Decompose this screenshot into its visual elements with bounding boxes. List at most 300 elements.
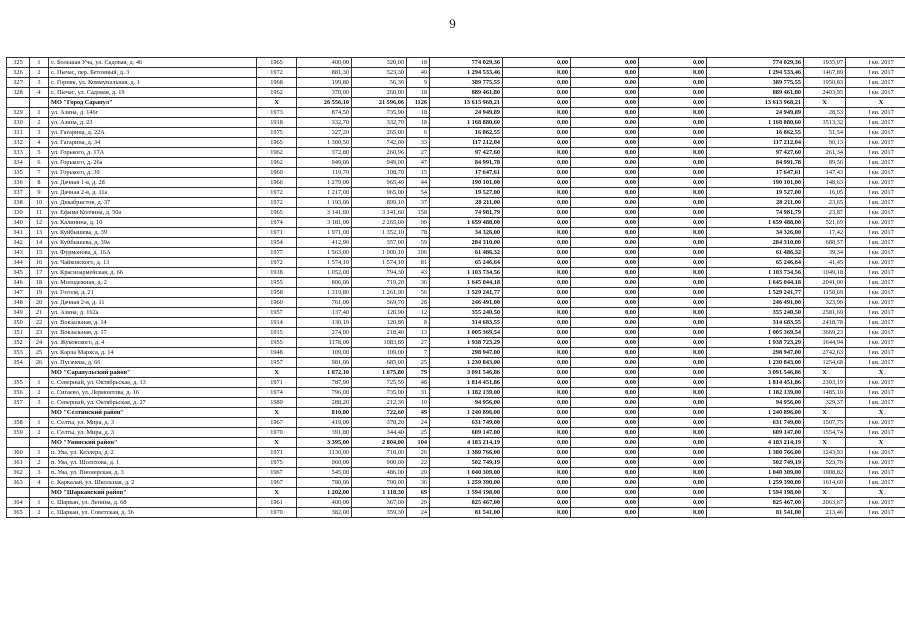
cell-fund-cost: 0,00 [503, 258, 571, 268]
cell-total-area: 1 279,00 [297, 178, 352, 188]
cell-cost-per-m2: 1485,10 [804, 388, 846, 398]
cell-repair-period: I кв. 2017 [846, 128, 905, 138]
cell-address: с. Селты, ул. Мира, д. 3 [49, 418, 257, 428]
cell-residents: 25 [407, 428, 430, 438]
cell-other-cost: 0,00 [639, 298, 707, 308]
cell-cost-per-m2: 213,46 [804, 508, 846, 518]
cell-total-cost: 117 212,04 [430, 138, 503, 148]
cell-cost-per-m2: 1935,07 [804, 58, 846, 68]
cell-cost-per-m2: 2581,69 [804, 308, 846, 318]
cell-residents: 8 [407, 318, 430, 328]
cell-budget-cost: 0,00 [571, 108, 639, 118]
municipality-row [7, 488, 905, 498]
table-row [7, 428, 905, 438]
cell-row-number: 347 [7, 288, 30, 298]
cell-budget-cost: 0,00 [571, 418, 639, 428]
cell-row-number: 343 [7, 248, 30, 258]
table-row [7, 238, 905, 248]
cell-item-number [30, 438, 49, 448]
cell-address: с. Северный, ул. Октябрьская, д. 27 [49, 398, 257, 408]
cell-total-cost: 284 310,00 [430, 238, 503, 248]
cell-residents: 24 [407, 508, 430, 518]
cell-budget-cost: 0,00 [571, 228, 639, 238]
table-row [7, 198, 905, 208]
cell-cost-per-m2: 89,56 [804, 158, 846, 168]
cell-item-number: 1 [30, 378, 49, 388]
cell-other-cost: 0,00 [639, 468, 707, 478]
cell-total-area: 545,00 [297, 468, 352, 478]
cell-other-cost: 0,00 [639, 398, 707, 408]
cell-total-area: 949,00 [297, 158, 352, 168]
table-row [7, 458, 905, 468]
cell-total-area: 370,00 [297, 88, 352, 98]
cell-fund-cost: 0,00 [503, 408, 571, 418]
cell-other-cost: 0,00 [639, 498, 707, 508]
cell-item-number: 10 [30, 198, 49, 208]
cell-residents: 33 [407, 138, 430, 148]
cell-row-number: 356 [7, 388, 30, 398]
table-row [7, 148, 905, 158]
cell-living-area: 108,70 [352, 168, 407, 178]
cell-year-built: 1971 [257, 448, 297, 458]
cell-residents: 158 [407, 208, 430, 218]
cell-year-built: 1965 [257, 138, 297, 148]
cell-fund-cost: 0,00 [503, 368, 571, 378]
cell-owners-cost: 1 240 896,00 [707, 408, 804, 418]
cell-fund-cost: 0,00 [503, 448, 571, 458]
cell-address: ул. Горького, д. 17А [49, 148, 257, 158]
cell-living-area: 742,00 [352, 138, 407, 148]
cell-cost-per-m2: 1254,68 [804, 358, 846, 368]
cell-residents: 69 [407, 488, 430, 498]
cell-address: с. Пычас, пер. Бетонный, д. 3 [49, 68, 257, 78]
cell-total-cost: 1 168 880,60 [430, 118, 503, 128]
cell-total-cost: 61 486,32 [430, 248, 503, 258]
cell-residents: 1126 [407, 98, 430, 108]
cell-total-cost: 1 005 369,54 [430, 328, 503, 338]
cell-total-area: 288,20 [297, 398, 352, 408]
cell-repair-period: X [846, 408, 905, 418]
cell-residents: 12 [407, 308, 430, 318]
cell-other-cost: 0,00 [639, 108, 707, 118]
cell-residents: 6 [407, 128, 430, 138]
cell-budget-cost: 0,00 [571, 178, 639, 188]
cell-total-cost: 17 647,61 [430, 168, 503, 178]
cell-total-area: 372,80 [297, 148, 352, 158]
municipality-row [7, 98, 905, 108]
cell-year-built: 1955 [257, 278, 297, 288]
cell-fund-cost: 0,00 [503, 428, 571, 438]
cell-repair-period: I кв. 2017 [846, 268, 905, 278]
table-row [7, 208, 905, 218]
cell-item-number: 21 [30, 308, 49, 318]
cell-owners-cost: 94 956,00 [707, 398, 804, 408]
cell-year-built: 1955 [257, 338, 297, 348]
cell-residents: 9 [407, 78, 430, 88]
cell-fund-cost: 0,00 [503, 488, 571, 498]
table-row [7, 218, 905, 228]
cell-owners-cost: 1 294 533,46 [707, 68, 804, 78]
table-row [7, 508, 905, 518]
cell-fund-cost: 0,00 [503, 68, 571, 78]
cell-other-cost: 0,00 [639, 338, 707, 348]
table-row [7, 468, 905, 478]
cell-total-area: 1 872,10 [297, 368, 352, 378]
cell-item-number: 26 [30, 358, 49, 368]
cell-row-number: 359 [7, 428, 30, 438]
cell-year-built: 1968 [257, 78, 297, 88]
cell-budget-cost: 0,00 [571, 458, 639, 468]
cell-repair-period: I кв. 2017 [846, 498, 905, 508]
cell-residents: 20 [407, 468, 430, 478]
cell-repair-period: I кв. 2017 [846, 288, 905, 298]
cell-cost-per-m2: X [804, 408, 846, 418]
table-row [7, 118, 905, 128]
cell-address: п. Ува, ул. Келлера, д. 2 [49, 448, 257, 458]
cell-other-cost: 0,00 [639, 388, 707, 398]
cell-row-number: 346 [7, 278, 30, 288]
table-row [7, 108, 905, 118]
cell-total-area: 1 971,00 [297, 228, 352, 238]
cell-other-cost: 0,00 [639, 148, 707, 158]
cell-row-number: 350 [7, 318, 30, 328]
cell-row-number: 348 [7, 298, 30, 308]
cell-living-area: 109,00 [352, 348, 407, 358]
cell-fund-cost: 0,00 [503, 348, 571, 358]
cell-owners-cost: 81 541,00 [707, 508, 804, 518]
table-row [7, 248, 905, 258]
cell-total-cost: 74 981,79 [430, 208, 503, 218]
cell-cost-per-m2: 41,45 [804, 258, 846, 268]
cell-other-cost: 0,00 [639, 318, 707, 328]
cell-total-cost: 97 427,60 [430, 148, 503, 158]
cell-repair-period: I кв. 2017 [846, 158, 905, 168]
cell-repair-period: I кв. 2017 [846, 358, 905, 368]
cell-item-number: 7 [30, 168, 49, 178]
cell-address: ул. Пугачева, д. 66 [49, 358, 257, 368]
cell-total-area: 419,00 [297, 418, 352, 428]
cell-fund-cost: 0,00 [503, 498, 571, 508]
cell-item-number: 25 [30, 348, 49, 358]
cell-living-area: 486,00 [352, 468, 407, 478]
cell-other-cost: 0,00 [639, 168, 707, 178]
cell-living-area: 965,00 [352, 188, 407, 198]
cell-budget-cost: 0,00 [571, 348, 639, 358]
cell-address: ул. Гагарина, д. 34 [49, 138, 257, 148]
cell-other-cost: 0,00 [639, 378, 707, 388]
cell-owners-cost: 4 183 214,19 [707, 438, 804, 448]
cell-fund-cost: 0,00 [503, 508, 571, 518]
table-row [7, 68, 905, 78]
cell-living-area: 3 141,60 [352, 208, 407, 218]
cell-owners-cost: 1 182 139,00 [707, 388, 804, 398]
cell-residents: 78 [407, 228, 430, 238]
cell-row-number: 333 [7, 148, 30, 158]
cell-cost-per-m2: 323,90 [804, 298, 846, 308]
cell-budget-cost: 0,00 [571, 318, 639, 328]
cell-owners-cost: 1 103 734,56 [707, 268, 804, 278]
cell-living-area: 569,70 [352, 298, 407, 308]
cell-address: с. Каркалай, ул. Школьная, д. 2 [49, 478, 257, 488]
cell-owners-cost: 16 862,55 [707, 128, 804, 138]
cell-item-number: 5 [30, 148, 49, 158]
cell-address: МО "Шарканский район" [49, 488, 257, 498]
cell-fund-cost: 0,00 [503, 308, 571, 318]
cell-item-number [30, 98, 49, 108]
cell-repair-period: I кв. 2017 [846, 308, 905, 318]
cell-other-cost: 0,00 [639, 258, 707, 268]
cell-total-area: 1 574,10 [297, 258, 352, 268]
cell-address: ул. Вокзальная, д. 17 [49, 328, 257, 338]
cell-row-number: 326 [7, 68, 30, 78]
cell-residents: 10 [407, 398, 430, 408]
table-row [7, 348, 905, 358]
cell-fund-cost: 0,00 [503, 148, 571, 158]
cell-living-area: 265,00 [352, 128, 407, 138]
cell-cost-per-m2: X [804, 98, 846, 108]
cell-residents: 49 [407, 408, 430, 418]
cell-total-area: 1 563,00 [297, 248, 352, 258]
cell-other-cost: 0,00 [639, 218, 707, 228]
cell-living-area: 1 675,80 [352, 368, 407, 378]
cell-repair-period: I кв. 2017 [846, 178, 905, 188]
cell-cost-per-m2: 1158,69 [804, 288, 846, 298]
cell-total-cost: 1 529 241,77 [430, 288, 503, 298]
cell-address: с. Шаркан, ул. Ленина, д. 68 [49, 498, 257, 508]
cell-owners-cost: 84 991,78 [707, 158, 804, 168]
cell-row-number: 351 [7, 328, 30, 338]
cell-total-cost: 16 862,55 [430, 128, 503, 138]
cell-living-area: 965,40 [352, 178, 407, 188]
cell-year-built: 1970 [257, 508, 297, 518]
cell-budget-cost: 0,00 [571, 398, 639, 408]
cell-total-cost: 502 749,19 [430, 458, 503, 468]
cell-item-number: 23 [30, 328, 49, 338]
cell-repair-period: I кв. 2017 [846, 298, 905, 308]
cell-fund-cost: 0,00 [503, 218, 571, 228]
cell-other-cost: 0,00 [639, 238, 707, 248]
cell-other-cost: 0,00 [639, 248, 707, 258]
cell-item-number: 3 [30, 128, 49, 138]
cell-total-cost: 1 294 533,46 [430, 68, 503, 78]
cell-item-number: 19 [30, 288, 49, 298]
cell-repair-period: I кв. 2017 [846, 448, 905, 458]
cell-address: ул. Азина, д. 146г [49, 108, 257, 118]
cell-fund-cost: 0,00 [503, 358, 571, 368]
table-row [7, 298, 905, 308]
cell-repair-period: I кв. 2017 [846, 418, 905, 428]
cell-cost-per-m2: 23,65 [804, 198, 846, 208]
cell-repair-period: I кв. 2017 [846, 188, 905, 198]
cell-budget-cost: 0,00 [571, 498, 639, 508]
cell-other-cost: 0,00 [639, 158, 707, 168]
cell-item-number: 1 [30, 448, 49, 458]
cell-total-area: 1130,00 [297, 448, 352, 458]
cell-total-area: 761,00 [297, 298, 352, 308]
cell-living-area: 212,30 [352, 398, 407, 408]
cell-living-area: 700,00 [352, 478, 407, 488]
cell-fund-cost: 0,00 [503, 58, 571, 68]
cell-living-area: 718,00 [352, 448, 407, 458]
cell-year-built: 1914 [257, 318, 297, 328]
cell-other-cost: 0,00 [639, 198, 707, 208]
cell-fund-cost: 0,00 [503, 228, 571, 238]
cell-total-area: 1 300,50 [297, 138, 352, 148]
cell-year-built: 1975 [257, 128, 297, 138]
cell-fund-cost: 0,00 [503, 298, 571, 308]
cell-owners-cost: 1 645 044,18 [707, 278, 804, 288]
cell-year-built: 1918 [257, 118, 297, 128]
cell-fund-cost: 0,00 [503, 118, 571, 128]
cell-owners-cost: 889 461,80 [707, 88, 804, 98]
cell-living-area: 722,60 [352, 408, 407, 418]
cell-owners-cost: 28 211,00 [707, 198, 804, 208]
cell-cost-per-m2: 51,54 [804, 128, 846, 138]
cell-budget-cost: 0,00 [571, 68, 639, 78]
cell-year-built: 1965 [257, 208, 297, 218]
cell-year-built: 1977 [257, 248, 297, 258]
cell-living-area: 359,30 [352, 508, 407, 518]
cell-other-cost: 0,00 [639, 118, 707, 128]
cell-budget-cost: 0,00 [571, 308, 639, 318]
cell-cost-per-m2: 3669,23 [804, 328, 846, 338]
cell-cost-per-m2: 39,34 [804, 248, 846, 258]
table-row [7, 278, 905, 288]
cell-total-cost: 3 091 546,86 [430, 368, 503, 378]
cell-budget-cost: 0,00 [571, 118, 639, 128]
cell-owners-cost: 3 091 546,86 [707, 368, 804, 378]
cell-budget-cost: 0,00 [571, 188, 639, 198]
cell-repair-period: I кв. 2017 [846, 508, 905, 518]
cell-cost-per-m2: 1554,74 [804, 428, 846, 438]
cell-total-cost: 1 380 766,00 [430, 448, 503, 458]
cell-year-built: 1970 [257, 428, 297, 438]
cell-total-area: 787,90 [297, 378, 352, 388]
cell-budget-cost: 0,00 [571, 298, 639, 308]
table-row [7, 78, 905, 88]
cell-total-area: 400,00 [297, 58, 352, 68]
cell-total-cost: 1 103 734,56 [430, 268, 503, 278]
cell-row-number: 358 [7, 418, 30, 428]
cell-fund-cost: 0,00 [503, 178, 571, 188]
cell-total-cost: 889 461,80 [430, 88, 503, 98]
cell-cost-per-m2: X [804, 438, 846, 448]
cell-residents: 28 [407, 298, 430, 308]
cell-cost-per-m2: 521,69 [804, 218, 846, 228]
cell-residents: 18 [407, 88, 430, 98]
cell-address: ул. Дачная 1-я, д. 28 [49, 178, 257, 188]
cell-fund-cost: 0,00 [503, 98, 571, 108]
cell-repair-period: I кв. 2017 [846, 328, 905, 338]
cell-address: ул. Куйбышева, д. 39 [49, 228, 257, 238]
cell-cost-per-m2: 23,87 [804, 208, 846, 218]
cell-repair-period: I кв. 2017 [846, 118, 905, 128]
cell-cost-per-m2: 1243,93 [804, 448, 846, 458]
cell-total-area: 130,10 [297, 318, 352, 328]
cell-address: с. Большая Уча, ул. Садовая, д. 46 [49, 58, 257, 68]
cell-fund-cost: 0,00 [503, 318, 571, 328]
cell-address: с. Горняк, ул. Коммунальная, д. 1 [49, 78, 257, 88]
cell-living-area: 344,40 [352, 428, 407, 438]
table-row [7, 138, 905, 148]
table-row [7, 398, 905, 408]
cell-owners-cost: 355 240,50 [707, 308, 804, 318]
table-row [7, 178, 905, 188]
cell-address: п. Ува, ул. Пионерская, д. 3 [49, 468, 257, 478]
table-row [7, 168, 905, 178]
cell-year-built: X [257, 438, 297, 448]
cell-owners-cost: 1 005 369,54 [707, 328, 804, 338]
cell-year-built: 1972 [257, 68, 297, 78]
cell-residents: 104 [407, 438, 430, 448]
cell-fund-cost: 0,00 [503, 198, 571, 208]
cell-year-built: X [257, 408, 297, 418]
cell-address: ул. Азина, д. 23 [49, 118, 257, 128]
housing-repair-table [6, 57, 905, 518]
cell-budget-cost: 0,00 [571, 478, 639, 488]
table-row [7, 188, 905, 198]
cell-residents: 27 [407, 148, 430, 158]
cell-row-number: 330 [7, 118, 30, 128]
cell-total-area: 199,80 [297, 78, 352, 88]
cell-budget-cost: 0,00 [571, 268, 639, 278]
cell-row-number: 334 [7, 158, 30, 168]
cell-owners-cost: 19 527,00 [707, 188, 804, 198]
cell-year-built: 1948 [257, 348, 297, 358]
cell-budget-cost: 0,00 [571, 508, 639, 518]
cell-repair-period: I кв. 2017 [846, 338, 905, 348]
table-row [7, 388, 905, 398]
cell-residents: 106 [407, 248, 430, 258]
cell-year-built: 1974 [257, 218, 297, 228]
cell-row-number: 354 [7, 358, 30, 368]
cell-total-area: 332,70 [297, 118, 352, 128]
cell-residents: 59 [407, 238, 430, 248]
cell-row-number: 339 [7, 208, 30, 218]
cell-budget-cost: 0,00 [571, 208, 639, 218]
cell-living-area: 1083,80 [352, 338, 407, 348]
cell-repair-period: I кв. 2017 [846, 68, 905, 78]
cell-total-cost: 65 246,64 [430, 258, 503, 268]
cell-other-cost: 0,00 [639, 208, 707, 218]
table-row [7, 328, 905, 338]
cell-cost-per-m2: 2742,63 [804, 348, 846, 358]
cell-row-number: 345 [7, 268, 30, 278]
cell-year-built: 1971 [257, 228, 297, 238]
table-row [7, 338, 905, 348]
cell-total-area: 1 052,00 [297, 268, 352, 278]
cell-total-area: 3 395,00 [297, 438, 352, 448]
page-number: 9 [449, 16, 456, 31]
cell-year-built: 1972 [257, 258, 297, 268]
cell-cost-per-m2: X [804, 368, 846, 378]
cell-other-cost: 0,00 [639, 488, 707, 498]
table-row [7, 258, 905, 268]
cell-address: ул. Вокзальная, д. 14 [49, 318, 257, 328]
cell-address: ул. Карла Маркса, д. 14 [49, 348, 257, 358]
cell-living-area: 357,00 [352, 238, 407, 248]
cell-living-area: 1 000,10 [352, 248, 407, 258]
cell-repair-period: I кв. 2017 [846, 258, 905, 268]
cell-other-cost: 0,00 [639, 438, 707, 448]
cell-residents: 26 [407, 448, 430, 458]
cell-row-number [7, 488, 30, 498]
cell-address: ул. Декабристов, д. 37 [49, 198, 257, 208]
cell-fund-cost: 0,00 [503, 248, 571, 258]
cell-total-cost: 19 527,00 [430, 188, 503, 198]
cell-total-cost: 81 541,00 [430, 508, 503, 518]
cell-address: с. Северный, ул. Октябрьская, д. 13 [49, 378, 257, 388]
